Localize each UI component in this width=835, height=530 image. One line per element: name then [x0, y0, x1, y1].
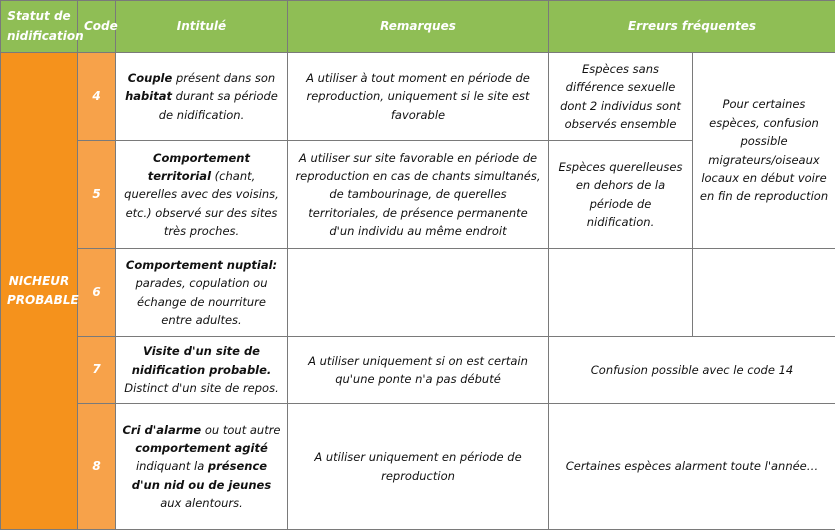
intitule-cell [116, 337, 288, 404]
intitule-text: indiquant la [136, 459, 208, 473]
erreurs-note-cell [693, 249, 835, 337]
intitule-bold: Comportement nuptial: [126, 258, 277, 272]
table-row [1, 337, 835, 404]
erreurs-note-cell: Pour certaines espèces, confusion possible migrateurs/oiseaux locaux en début voire en fin de reproduction [693, 53, 835, 249]
intitule-cell [116, 404, 288, 530]
header-intitule: Intitulé [116, 1, 288, 53]
intitule-bold: Visite d'un site de nidification probable. [132, 344, 272, 376]
status-cell: NICHEUR PROBABLE [1, 53, 78, 530]
intitule-text: durant sa période de nidification. [159, 89, 278, 121]
remarques-cell [288, 249, 549, 337]
table-row [1, 249, 835, 337]
code-cell: 4 [78, 53, 116, 141]
erreurs-cell: Confusion possible avec le code 14 [549, 337, 835, 404]
erreurs-cell: Certaines espèces alarment toute l'année… [549, 404, 835, 530]
header-code: Code [78, 1, 116, 53]
intitule-text: aux alentours. [160, 496, 243, 510]
table-row [1, 404, 835, 530]
header-status: Statut de nidification [1, 1, 78, 53]
intitule-cell [116, 53, 288, 141]
remarques-cell: A utiliser uniquement si on est certain qu'une ponte n'a pas débuté [288, 337, 549, 404]
erreurs-cell: Espèces querelleuses en dehors de la période de nidification. [549, 141, 693, 249]
erreurs-cell [549, 249, 693, 337]
code-cell: 5 [78, 141, 116, 249]
intitule-bold: Comportement territorial [148, 151, 250, 183]
intitule-text: ou tout autre [201, 423, 280, 437]
intitule-bold: comportement agité [135, 441, 268, 455]
intitule-cell [116, 141, 288, 249]
header-erreurs: Erreurs fréquentes [549, 1, 835, 53]
header-remarques: Remarques [288, 1, 549, 53]
code-cell: 6 [78, 249, 116, 337]
intitule-cell [116, 249, 288, 337]
intitule-text: parades, copulation ou échange de nourriture entre adultes. [136, 276, 268, 327]
table-row [1, 53, 835, 141]
code-cell: 8 [78, 404, 116, 530]
remarques-cell: A utiliser à tout moment en période de reproduction, uniquement si le site est favorable [288, 53, 549, 141]
intitule-bold: présence d'un nid ou de jeunes [132, 459, 271, 491]
intitule-text: Distinct d'un site de repos. [124, 381, 278, 395]
intitule-text: (chant, querelles avec des voisins, etc.) observé sur des sites très proches. [124, 169, 279, 238]
header-row [1, 1, 835, 53]
intitule-text: présent dans son [172, 71, 275, 85]
remarques-cell: A utiliser sur site favorable en période de reproduction en cas de chants simultanés, de tambourinage, de querelles territoriales, de présence permanente d'un individu au même endroit [288, 141, 549, 249]
intitule-bold: Cri d'alarme [122, 423, 201, 437]
erreurs-cell: Espèces sans différence sexuelle dont 2 individus sont observés ensemble [549, 53, 693, 141]
code-cell: 7 [78, 337, 116, 404]
remarques-cell: A utiliser uniquement en période de reproduction [288, 404, 549, 530]
intitule-bold: habitat [125, 89, 172, 103]
intitule-bold: Couple [128, 71, 173, 85]
